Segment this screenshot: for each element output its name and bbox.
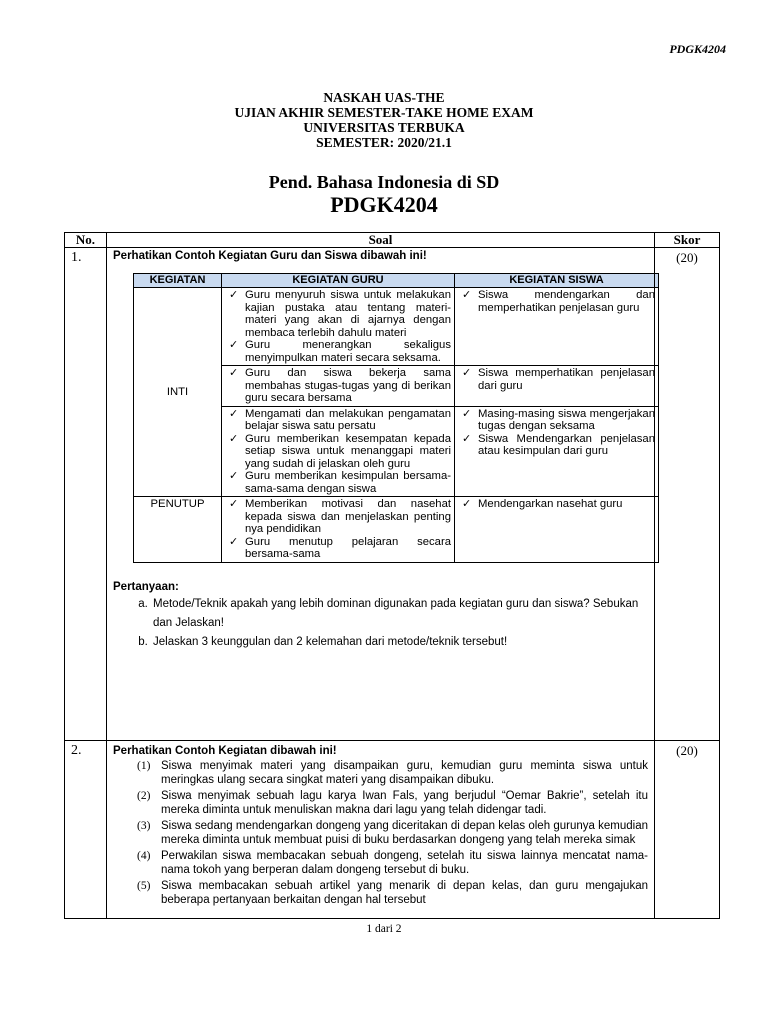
header-soal: Soal xyxy=(107,233,655,248)
exam-header xyxy=(0,90,768,150)
check-icon: ✓ xyxy=(229,407,239,420)
check-icon: ✓ xyxy=(229,367,239,379)
question-number: 2. xyxy=(65,741,107,919)
page-number: 1 dari 2 xyxy=(366,923,402,935)
question-list xyxy=(113,595,648,652)
phase-penutup: PENUTUP xyxy=(134,497,222,563)
question-score: (20) xyxy=(655,248,720,741)
header-kegiatan-siswa: KEGIATAN SISWA xyxy=(455,274,659,288)
check-icon: ✓ xyxy=(229,470,239,482)
activity-item: (2) Siswa menyimak sebuah lagu karya Iwan Fals, yang berjudul “Oemar Bakrie”, setelah itu mereka diminta untuk menuliskan makna dari lagu yang telah didengar tadi. xyxy=(137,790,648,816)
question-row-1 xyxy=(65,248,720,741)
item-number: (2) xyxy=(137,790,151,802)
header-line-2: UJIAN AKHIR SEMESTER-TAKE HOME EXAM xyxy=(234,105,534,120)
question-row-2 xyxy=(65,741,720,919)
guru-activities xyxy=(222,366,455,407)
question-heading: Pertanyaan: xyxy=(113,580,179,593)
question-item: a. Metode/Teknik apakah yang lebih dominan digunakan pada kegiatan guru dan siswa? Sebukan dan Jelaskan! xyxy=(151,595,648,633)
phase-inti: INTI xyxy=(134,288,222,497)
guru-activity-item: ✓ Guru menutup pelajaran secara bersama-sama xyxy=(229,535,451,560)
guru-activity-item: ✓ Mengamati dan melakukan pengamatan belajar siswa satu persatu xyxy=(229,407,451,432)
item-number: (4) xyxy=(137,850,151,862)
siswa-activity-item: ✓ Masing-masing siswa mengerjakan tugas dengan seksama xyxy=(462,407,655,432)
siswa-activity-item: ✓ Siswa mendengarkan dan memperhatikan penjelasan guru xyxy=(462,289,655,314)
guru-activity-item: ✓ Guru dan siswa bekerja sama membahas stugas-tugas yang di berikan guru secara bersama xyxy=(229,367,451,404)
header-kegiatan: KEGIATAN xyxy=(134,274,222,288)
question-score: (20) xyxy=(655,741,720,919)
course-code: PDGK4204 xyxy=(330,192,438,217)
siswa-activities xyxy=(455,288,659,366)
header-skor: Skor xyxy=(655,233,720,248)
siswa-activities xyxy=(455,406,659,497)
header-line-4: SEMESTER: 2020/21.1 xyxy=(316,135,452,150)
question-content xyxy=(107,248,655,741)
activity-table xyxy=(133,273,659,563)
check-icon: ✓ xyxy=(462,289,472,301)
check-icon: ✓ xyxy=(462,407,472,420)
question-number: 1. xyxy=(65,248,107,741)
question-table-header xyxy=(65,233,720,248)
check-icon: ✓ xyxy=(462,367,472,379)
activity-row xyxy=(134,497,659,563)
activity-table-header xyxy=(134,274,659,288)
question-intro: Perhatikan Contoh Kegiatan dibawah ini! xyxy=(113,745,337,757)
activity-item: (4) Perwakilan siswa membacakan sebuah dongeng, setelah itu siswa lainnya mencatat nama-nama tokoh yang berperan dalam dongeng tersebut di buku. xyxy=(137,850,648,876)
question-table xyxy=(64,232,720,919)
header-no: No. xyxy=(65,233,107,248)
activity-item: (3) Siswa sedang mendengarkan dongeng yang diceritakan di depan kelas oleh gurunya kemudian mereka diminta untuk membuat puisi di buku berdasarkan dongeng yang telah mereka simak xyxy=(137,820,648,846)
check-icon: ✓ xyxy=(229,432,239,445)
item-number: (3) xyxy=(137,820,151,832)
check-icon: ✓ xyxy=(229,339,239,351)
activity-row xyxy=(134,288,659,366)
question-content xyxy=(107,741,655,919)
activity-item: (1) Siswa menyimak materi yang disampaikan guru, kemudian guru meminta siswa untuk meringkas ulang secara singkat materi yang disampaikan dibuku. xyxy=(137,760,648,786)
siswa-activity-item: ✓ Siswa Mendengarkan penjelasan atau kesimpulan dari guru xyxy=(462,432,655,457)
activity-list xyxy=(113,759,648,907)
check-icon: ✓ xyxy=(229,498,239,510)
document-code-top: PDGK4204 xyxy=(669,42,726,56)
guru-activity-item: ✓ Guru memberikan kesempatan kepada setiap siswa untuk menanggapi materi yang sudah di jelaskan oleh guru xyxy=(229,432,451,470)
activity-item: (5) Siswa membacakan sebuah artikel yang menarik di depan kelas, dan guru mengajukan beberapa pertanyaan berkaitan dengan hal tersebut xyxy=(137,880,648,906)
guru-activities xyxy=(222,497,455,563)
header-kegiatan-guru: KEGIATAN GURU xyxy=(222,274,455,288)
guru-activity-item: ✓ Guru memberikan kesimpulan bersama-sama-sama dengan siswa xyxy=(229,470,451,495)
guru-activities xyxy=(222,406,455,497)
siswa-activities xyxy=(455,366,659,407)
check-icon: ✓ xyxy=(229,535,239,548)
check-icon: ✓ xyxy=(229,289,239,301)
siswa-activities xyxy=(455,497,659,563)
header-line-1: NASKAH UAS-THE xyxy=(323,90,445,105)
course-title: Pend. Bahasa Indonesia di SD xyxy=(268,172,500,192)
guru-activity-item: ✓ Guru menyuruh siswa untuk melakukan kajian pustaka atau tentang materi-materi yang akan di ajarnya dengan membaca terlebih dahulu materi xyxy=(229,289,451,339)
item-number: (1) xyxy=(137,760,151,772)
guru-activity-item: ✓ Guru menerangkan sekaligus menyimpulkan materi secara seksama. xyxy=(229,339,451,364)
check-icon: ✓ xyxy=(462,432,472,445)
question-intro: Perhatikan Contoh Kegiatan Guru dan Siswa dibawah ini! xyxy=(113,250,427,262)
header-line-3: UNIVERSITAS TERBUKA xyxy=(303,120,465,135)
item-number: (5) xyxy=(137,880,151,892)
check-icon: ✓ xyxy=(462,498,472,510)
question-item: b. Jelaskan 3 keunggulan dan 2 kelemahan dari metode/teknik tersebut! xyxy=(151,633,648,652)
guru-activity-item: ✓ Memberikan motivasi dan nasehat kepada siswa dan menjelaskan penting nya pendidikan xyxy=(229,498,451,535)
guru-activities xyxy=(222,288,455,366)
siswa-activity-item: ✓ Mendengarkan nasehat guru xyxy=(462,498,623,510)
siswa-activity-item: ✓ Siswa memperhatikan penjelasan dari guru xyxy=(462,367,655,392)
